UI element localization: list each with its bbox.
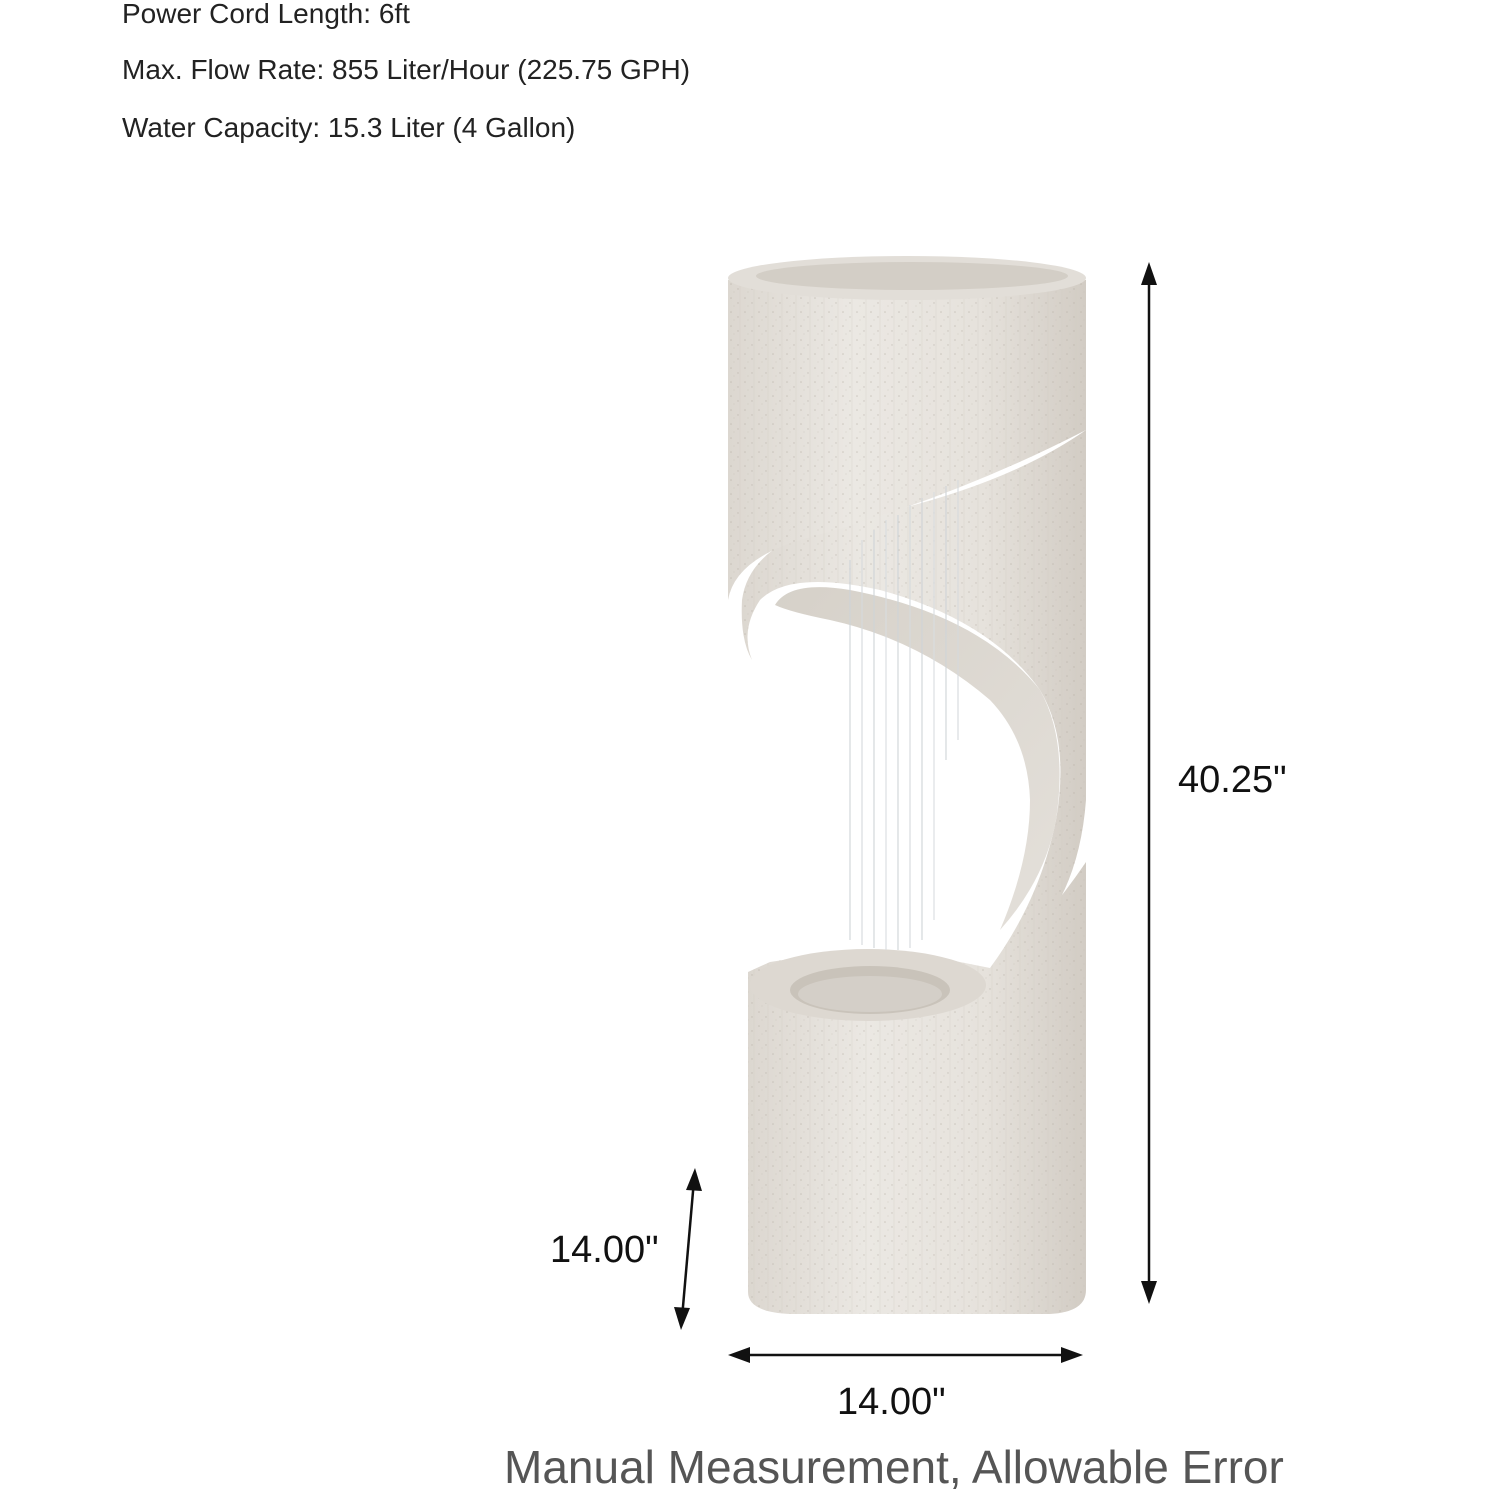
depth-dimension-label: 14.00" [550,1229,659,1271]
measurement-footnote: Manual Measurement, Allowable Error [504,1441,1284,1493]
height-dimension-label: 40.25" [1178,759,1287,801]
spec-flow-rate: Max. Flow Rate: 855 Liter/Hour (225.75 GPH) [122,54,691,85]
width-arrow [728,1347,1083,1363]
spec-water-capacity: Water Capacity: 15.3 Liter (4 Gallon) [122,112,576,143]
depth-arrow [674,1168,702,1330]
height-arrow [1141,262,1157,1304]
spec-power-cord: Power Cord Length: 6ft [122,0,410,29]
width-dimension-label: 14.00" [837,1381,946,1423]
